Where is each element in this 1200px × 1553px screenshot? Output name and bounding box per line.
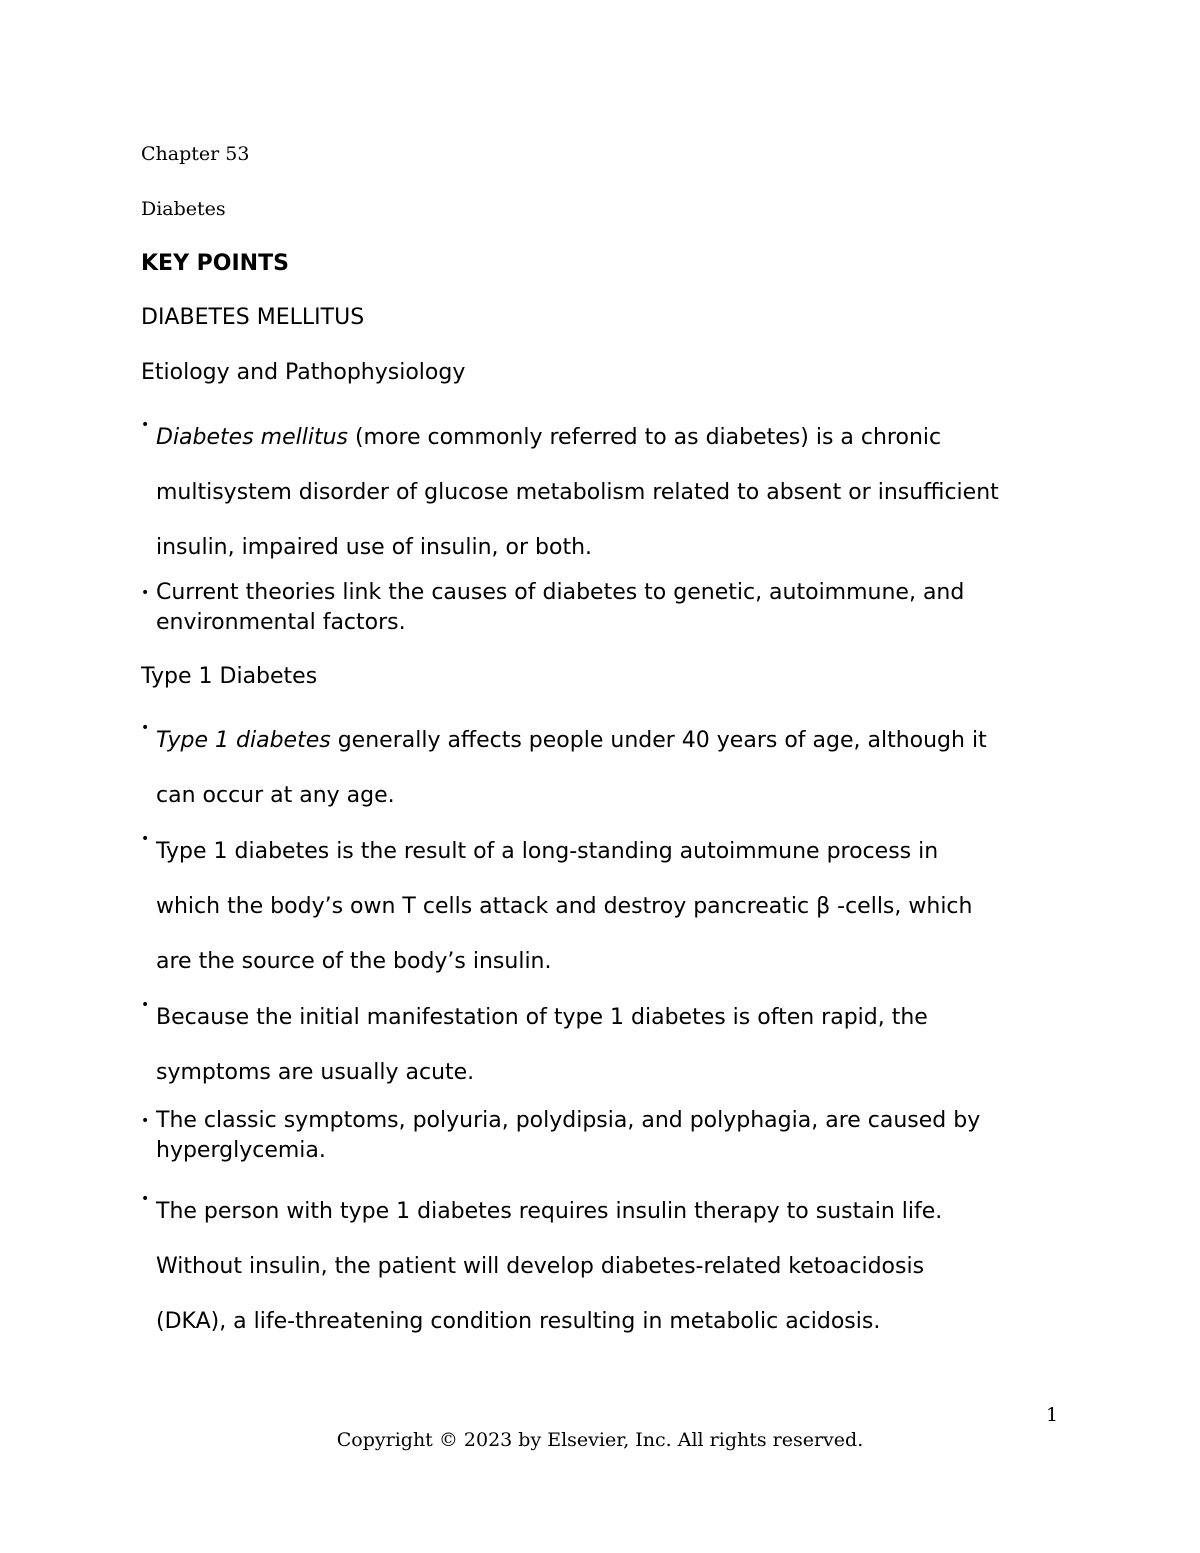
list-item (141, 713, 1141, 823)
subsection-title-etiology: Etiology and Pathophysiology (141, 360, 466, 385)
bullet-italic-lead: Diabetes mellitus (156, 425, 348, 450)
list-item (141, 824, 1141, 989)
list-item (141, 990, 1141, 1100)
bullet-italic-lead: Type 1 diabetes (156, 728, 331, 753)
bullet-line: multisystem disorder of glucose metabolism related to absent or insufficient (156, 480, 999, 505)
bullet-line: can occur at any age. (156, 783, 395, 808)
bullet-line: which the body’s own T cells attack and destroy pancreatic β -cells, which (156, 894, 973, 919)
bullet-line: environmental factors. (156, 610, 406, 635)
bullet-line: Diabetes mellitus (more commonly referred to as diabetes) is a chronic (156, 425, 942, 450)
bullet-symbol: • (141, 1113, 150, 1129)
bullet-symbol: • (141, 585, 150, 601)
bullet-symbol: • (141, 1191, 150, 1207)
bullet-line: are the source of the body’s insulin. (156, 949, 552, 974)
list-item (141, 578, 1141, 638)
subsection-title-type1: Type 1 Diabetes (141, 664, 318, 689)
bullet-line: (DKA), a life-threatening condition resulting in metabolic acidosis. (156, 1309, 881, 1334)
bullet-line: hyperglycemia. (156, 1138, 326, 1163)
bullet-line: Because the initial manifestation of type 1 diabetes is often rapid, the (156, 1005, 928, 1030)
bullet-symbol: • (141, 417, 150, 433)
bullet-line: symptoms are usually acute. (156, 1060, 475, 1085)
list-item (141, 1184, 1141, 1349)
bullet-line: Type 1 diabetes generally affects people under 40 years of age, although it (156, 728, 987, 753)
chapter-topic: Diabetes (141, 198, 226, 220)
bullet-symbol: • (141, 997, 150, 1013)
key-points-heading: KEY POINTS (141, 251, 289, 276)
list-item (141, 410, 1141, 575)
bullet-line: insulin, impaired use of insulin, or both. (156, 535, 593, 560)
bullet-line: The person with type 1 diabetes requires insulin therapy to sustain life. (156, 1199, 943, 1224)
bullet-line: Type 1 diabetes is the result of a long-standing autoimmune process in (156, 839, 939, 864)
bullet-line: The classic symptoms, polyuria, polydipsia, and polyphagia, are caused by (156, 1108, 981, 1133)
copyright-footer: Copyright © 2023 by Elsevier, Inc. All rights reserved. (336, 1429, 864, 1451)
bullet-symbol: • (141, 720, 150, 736)
bullet-line: Current theories link the causes of diabetes to genetic, autoimmune, and (156, 580, 965, 605)
list-item (141, 1106, 1141, 1166)
section-heading: DIABETES MELLITUS (141, 305, 365, 330)
bullet-symbol: • (141, 831, 150, 847)
bullet-line: Without insulin, the patient will develop diabetes-related ketoacidosis (156, 1254, 925, 1279)
page-number: 1 (1046, 1404, 1059, 1426)
chapter-label: Chapter 53 (141, 143, 250, 165)
